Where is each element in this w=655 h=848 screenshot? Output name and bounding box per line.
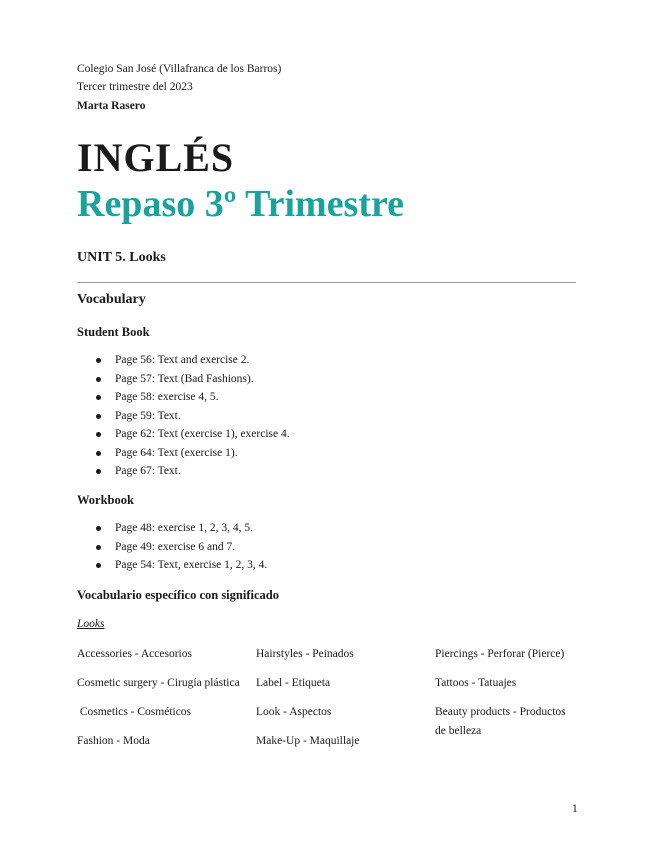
vocabulary-entry: Hairstyles - Peinados bbox=[256, 648, 354, 660]
vocabulary-entry: Label - Etiqueta bbox=[256, 677, 331, 689]
vocabulary-entry: Look - Aspectos bbox=[256, 706, 332, 718]
document-title: INGLÉS bbox=[77, 135, 235, 180]
vocabulary-entry: Piercings - Perforar (Pierce) bbox=[435, 648, 565, 660]
bullet-icon bbox=[96, 469, 101, 474]
workbook-heading: Workbook bbox=[77, 493, 134, 507]
vocabulary-entry: Make-Up - Maquillaje bbox=[256, 735, 360, 747]
bullet-icon bbox=[96, 526, 101, 531]
bullet-icon bbox=[96, 563, 101, 568]
list-item: Page 58: exercise 4, 5. bbox=[96, 388, 290, 407]
school-name: Colegio San José (Villafranca de los Barros) bbox=[77, 63, 282, 75]
vocabulary-entry: Beauty products - Productos de belleza bbox=[435, 706, 566, 737]
bullet-icon bbox=[96, 377, 101, 382]
list-item: Page 49: exercise 6 and 7. bbox=[96, 538, 267, 557]
bullet-icon bbox=[96, 432, 101, 437]
student-book-list bbox=[96, 351, 290, 481]
list-item: Page 67: Text. bbox=[96, 462, 290, 481]
vocabulary-entry: Fashion - Moda bbox=[77, 735, 150, 747]
list-item: Page 62: Text (exercise 1), exercise 4. bbox=[96, 425, 290, 444]
vocabulary-entry: Cosmetic surgery - Cirugía plástica bbox=[77, 677, 240, 689]
list-item: Page 48: exercise 1, 2, 3, 4, 5. bbox=[96, 519, 267, 538]
bullet-icon bbox=[96, 545, 101, 550]
bullet-icon bbox=[96, 451, 101, 456]
list-item: Page 59: Text. bbox=[96, 407, 290, 426]
list-item: Page 64: Text (exercise 1). bbox=[96, 444, 290, 463]
category-label: Looks bbox=[77, 618, 105, 630]
vocabulary-entry: Tattoos - Tatuajes bbox=[435, 677, 517, 689]
document-subtitle: Repaso 3º Trimestre bbox=[77, 183, 405, 225]
vocabulary-entry: Accessories - Accesorios bbox=[77, 648, 192, 660]
workbook-list bbox=[96, 519, 267, 575]
vocabulary-column-3 bbox=[435, 645, 575, 751]
specific-vocabulary-heading: Vocabulario específico con significado bbox=[77, 588, 279, 602]
vocabulary-column-1 bbox=[77, 645, 242, 761]
bullet-icon bbox=[96, 358, 101, 363]
list-item: Page 57: Text (Bad Fashions). bbox=[96, 370, 290, 389]
section-divider bbox=[77, 282, 576, 283]
author-name: Marta Rasero bbox=[77, 100, 146, 112]
vocabulary-entry: Cosmetics - Cosméticos bbox=[77, 706, 192, 718]
bullet-icon bbox=[96, 395, 101, 400]
page-number: 1 bbox=[572, 803, 578, 815]
vocabulary-column-2 bbox=[256, 645, 421, 761]
list-item: Page 56: Text and exercise 2. bbox=[96, 351, 290, 370]
bullet-icon bbox=[96, 414, 101, 419]
term-label: Tercer trimestre del 2023 bbox=[77, 81, 193, 93]
vocabulary-heading: Vocabulary bbox=[77, 292, 146, 307]
student-book-heading: Student Book bbox=[77, 325, 150, 339]
unit-heading: UNIT 5. Looks bbox=[77, 250, 166, 265]
list-item: Page 54: Text, exercise 1, 2, 3, 4. bbox=[96, 556, 267, 575]
